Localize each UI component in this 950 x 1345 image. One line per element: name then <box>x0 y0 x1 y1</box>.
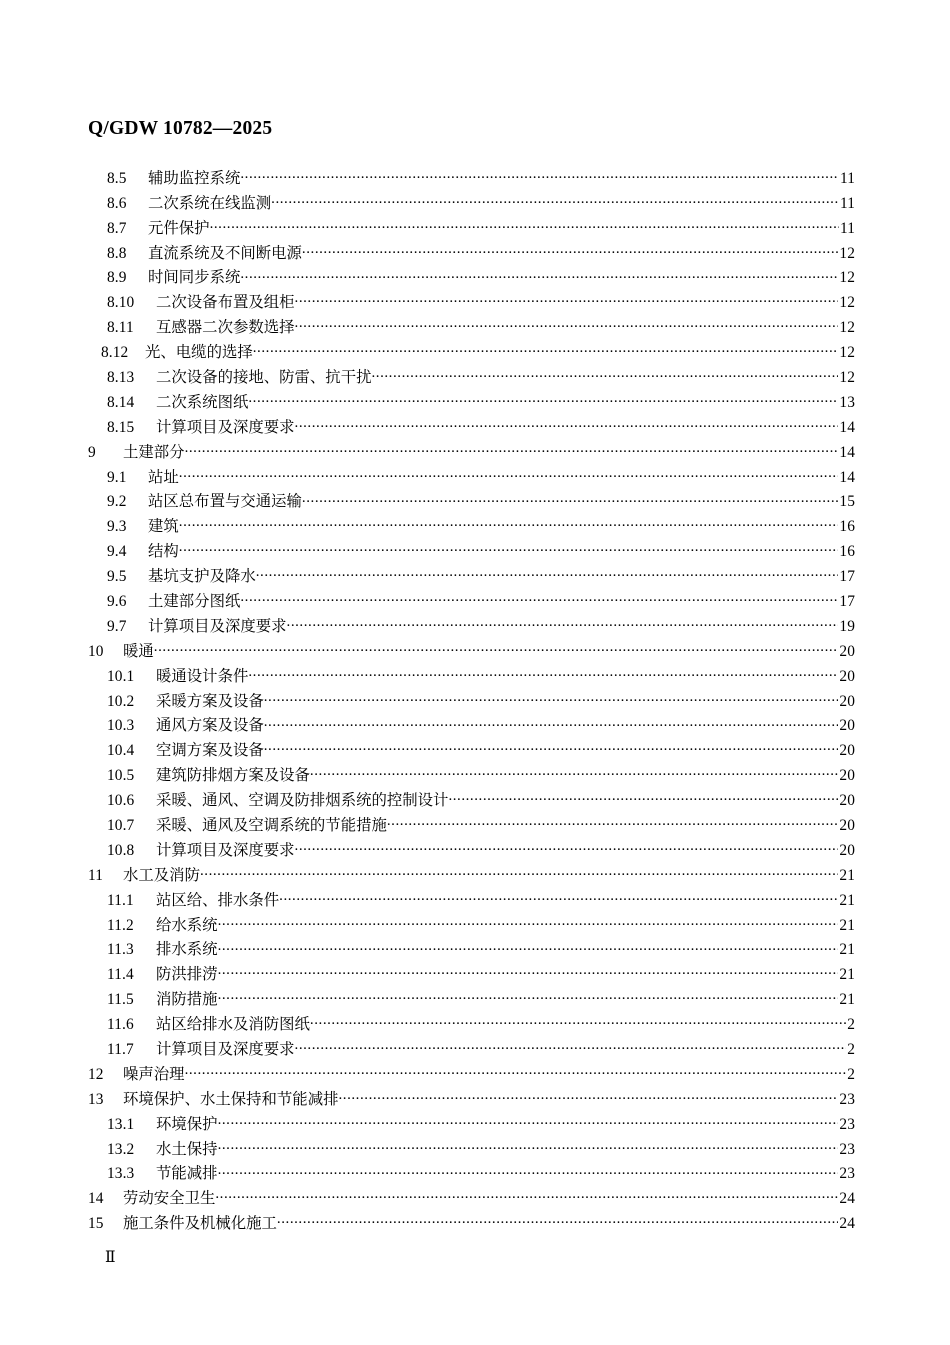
toc-entry[interactable] <box>88 1064 855 1089</box>
toc-entry[interactable] <box>88 815 855 840</box>
toc-entry-page-number: 20 <box>839 767 855 785</box>
toc-entry-page-number: 17 <box>839 568 855 586</box>
toc-entry-number: 11.1 <box>107 891 134 909</box>
toc-entry-number: 13.2 <box>107 1140 135 1158</box>
toc-entry-number: 14 <box>88 1190 104 1208</box>
toc-dot-leader <box>240 267 838 282</box>
toc-entry[interactable] <box>88 889 855 914</box>
toc-entry-number: 10.6 <box>107 792 135 810</box>
toc-entry-number: 11.3 <box>107 941 134 959</box>
toc-entry[interactable] <box>88 1039 855 1064</box>
toc-entry-page-number: 21 <box>839 916 855 934</box>
toc-entry-title: 排水系统 <box>156 941 218 959</box>
toc-dot-leader <box>279 889 838 904</box>
toc-entry-title: 二次系统图纸 <box>156 393 249 411</box>
toc-entry-page-number: 23 <box>839 1140 855 1158</box>
toc-entry-number: 9.3 <box>107 518 127 536</box>
toc-entry-number: 11 <box>88 866 104 884</box>
toc-entry-number: 8.15 <box>107 418 135 436</box>
toc-entry-page-number: 24 <box>839 1215 855 1233</box>
toc-entry-title: 结构 <box>148 543 179 561</box>
toc-entry[interactable] <box>88 267 855 292</box>
toc-entry-page-number: 20 <box>839 667 855 685</box>
toc-entry[interactable] <box>88 989 855 1014</box>
toc-entry-number: 9.7 <box>107 617 127 635</box>
toc-entry-title: 施工条件及机械化施工 <box>123 1215 277 1233</box>
toc-entry[interactable] <box>88 416 855 441</box>
toc-entry-page-number: 11 <box>839 169 855 187</box>
toc-entry-number: 8.14 <box>107 393 135 411</box>
toc-entry[interactable] <box>88 1014 855 1039</box>
toc-entry-title: 互感器二次参数选择 <box>156 319 295 337</box>
toc-entry[interactable] <box>88 242 855 267</box>
toc-dot-leader <box>295 416 839 431</box>
toc-dot-leader <box>295 292 839 307</box>
toc-entry-number: 10.4 <box>107 742 135 760</box>
toc-entry-page-number: 2 <box>847 1065 855 1083</box>
toc-entry-title: 站区给、排水条件 <box>156 891 280 909</box>
toc-dot-leader <box>387 815 839 830</box>
toc-entry-title: 防洪排涝 <box>156 966 218 984</box>
toc-dot-leader <box>240 167 839 182</box>
toc-dot-leader <box>218 964 839 979</box>
toc-dot-leader <box>310 1014 846 1029</box>
toc-entry-page-number: 14 <box>839 468 855 486</box>
toc-dot-leader <box>218 914 839 929</box>
toc-dot-leader <box>154 640 839 655</box>
toc-entry-number: 10.2 <box>107 692 135 710</box>
toc-dot-leader <box>179 466 839 481</box>
toc-entry-number: 9.4 <box>107 543 127 561</box>
toc-entry-page-number: 23 <box>839 1165 855 1183</box>
toc-entry-title: 采暖、通风、空调及防排烟系统的控制设计 <box>156 792 449 810</box>
toc-entry-number: 10.7 <box>107 816 135 834</box>
toc-dot-leader <box>256 566 839 581</box>
toc-dot-leader <box>264 740 839 755</box>
toc-dot-leader <box>218 989 839 1004</box>
toc-entry-title: 建筑 <box>148 518 179 536</box>
toc-entry-title: 时间同步系统 <box>148 269 241 287</box>
toc-entry-page-number: 20 <box>839 792 855 810</box>
toc-dot-leader <box>448 790 838 805</box>
toc-entry-page-number: 21 <box>839 866 855 884</box>
toc-entry-page-number: 20 <box>839 717 855 735</box>
toc-dot-leader <box>248 665 838 680</box>
toc-dot-leader <box>218 1138 839 1153</box>
toc-entry-title: 空调方案及设备 <box>156 742 264 760</box>
toc-dot-leader <box>240 591 838 606</box>
toc-entry-page-number: 20 <box>839 692 855 710</box>
toc-entry[interactable] <box>88 765 855 790</box>
toc-dot-leader <box>277 1213 838 1228</box>
toc-entry-number: 10.3 <box>107 717 135 735</box>
toc-dot-leader <box>310 765 838 780</box>
toc-entry-title: 二次设备布置及组柜 <box>156 294 295 312</box>
toc-entry-page-number: 24 <box>839 1190 855 1208</box>
toc-entry[interactable] <box>88 939 855 964</box>
toc-entry-title: 二次设备的接地、防雷、抗干扰 <box>156 368 372 386</box>
toc-entry[interactable] <box>88 192 855 217</box>
toc-entry-title: 元件保护 <box>148 219 210 237</box>
toc-entry-page-number: 23 <box>839 1115 855 1133</box>
toc-entry-page-number: 12 <box>839 269 855 287</box>
toc-dot-leader <box>302 491 838 506</box>
toc-entry-number: 8.12 <box>101 344 129 362</box>
toc-entry-title: 站址 <box>148 468 179 486</box>
toc-entry-number: 9.5 <box>107 568 127 586</box>
toc-entry-page-number: 12 <box>839 244 855 262</box>
table-of-contents <box>88 167 855 1237</box>
toc-entry-page-number: 11 <box>839 219 855 237</box>
toc-dot-leader <box>371 367 838 382</box>
toc-dot-leader <box>210 217 839 232</box>
toc-entry[interactable] <box>88 839 855 864</box>
toc-entry[interactable] <box>88 317 855 342</box>
toc-entry-title: 环境保护 <box>156 1115 218 1133</box>
toc-dot-leader <box>185 441 839 456</box>
toc-entry[interactable] <box>88 491 855 516</box>
toc-dot-leader <box>179 541 839 556</box>
toc-entry-number: 10.5 <box>107 767 135 785</box>
toc-entry[interactable] <box>88 566 855 591</box>
toc-entry-title: 暖通 <box>123 642 154 660</box>
toc-entry-number: 10 <box>88 642 104 660</box>
toc-entry[interactable] <box>88 466 855 491</box>
toc-entry-title: 噪声治理 <box>123 1065 185 1083</box>
toc-entry-number: 9 <box>88 443 96 461</box>
toc-dot-leader <box>218 1163 839 1178</box>
toc-dot-leader <box>200 864 838 879</box>
toc-entry-title: 劳动安全卫生 <box>123 1190 216 1208</box>
toc-entry[interactable] <box>88 217 855 242</box>
toc-entry-title: 建筑防排烟方案及设备 <box>156 767 310 785</box>
toc-entry-title: 环境保护、水土保持和节能减排 <box>123 1090 339 1108</box>
toc-dot-leader <box>218 939 839 954</box>
toc-entry-title: 计算项目及深度要求 <box>156 841 295 859</box>
toc-entry-number: 8.5 <box>107 169 127 187</box>
toc-entry-page-number: 20 <box>839 841 855 859</box>
toc-entry-title: 采暖方案及设备 <box>156 692 264 710</box>
toc-dot-leader <box>271 192 839 207</box>
toc-entry[interactable] <box>88 1088 855 1113</box>
toc-entry[interactable] <box>88 640 855 665</box>
toc-entry[interactable] <box>88 665 855 690</box>
toc-entry-title: 二次系统在线监测 <box>148 194 272 212</box>
toc-entry[interactable] <box>88 292 855 317</box>
toc-entry-title: 节能减排 <box>156 1165 218 1183</box>
toc-dot-leader <box>218 1113 839 1128</box>
toc-dot-leader <box>338 1088 838 1103</box>
toc-entry[interactable] <box>88 541 855 566</box>
toc-entry-number: 8.13 <box>107 368 135 386</box>
toc-entry[interactable] <box>88 1113 855 1138</box>
toc-entry-page-number: 23 <box>839 1090 855 1108</box>
toc-entry-number: 13.3 <box>107 1165 135 1183</box>
document-standard-code: Q/GDW 10782—2025 <box>88 118 273 139</box>
toc-entry[interactable] <box>88 342 855 367</box>
toc-entry-title: 给水系统 <box>156 916 218 934</box>
toc-entry-page-number: 11 <box>839 194 855 212</box>
toc-entry[interactable] <box>88 690 855 715</box>
toc-entry[interactable] <box>88 790 855 815</box>
toc-entry-title: 计算项目及深度要求 <box>156 418 295 436</box>
toc-dot-leader <box>302 242 838 257</box>
toc-entry-page-number: 13 <box>839 393 855 411</box>
toc-dot-leader <box>295 1039 847 1054</box>
toc-entry-page-number: 21 <box>839 891 855 909</box>
toc-entry-number: 9.2 <box>107 493 127 511</box>
toc-entry[interactable] <box>88 516 855 541</box>
toc-entry-title: 计算项目及深度要求 <box>156 1041 295 1058</box>
toc-entry-page-number: 20 <box>839 816 855 834</box>
toc-entry[interactable] <box>88 914 855 939</box>
toc-entry-number: 13.1 <box>107 1115 135 1133</box>
page-footer <box>0 1248 950 1267</box>
toc-entry-number: 8.11 <box>107 319 134 337</box>
toc-dot-leader <box>287 615 839 630</box>
toc-entry-number: 8.6 <box>107 194 127 212</box>
toc-entry-page-number: 21 <box>839 991 855 1009</box>
toc-entry-page-number: 17 <box>839 592 855 610</box>
toc-entry-number: 11.4 <box>107 966 134 984</box>
toc-entry-title: 土建部分 <box>123 443 185 461</box>
toc-entry-number: 8.7 <box>107 219 127 237</box>
toc-entry-number: 8.9 <box>107 269 127 287</box>
toc-entry-number: 13 <box>88 1090 104 1108</box>
toc-entry-page-number: 12 <box>839 368 855 386</box>
toc-entry-page-number: 15 <box>839 493 855 511</box>
toc-entry[interactable] <box>88 715 855 740</box>
toc-entry-number: 10.1 <box>107 667 135 685</box>
toc-dot-leader <box>248 391 838 406</box>
toc-dot-leader <box>253 342 839 357</box>
toc-entry-number: 9.1 <box>107 468 127 486</box>
toc-entry[interactable] <box>88 964 855 989</box>
toc-entry-page-number: 16 <box>839 518 855 536</box>
toc-dot-leader <box>185 1064 847 1079</box>
toc-entry-page-number: 19 <box>839 617 855 635</box>
toc-entry-title: 采暖、通风及空调系统的节能措施 <box>156 816 387 834</box>
toc-entry[interactable] <box>88 1213 855 1238</box>
toc-entry[interactable] <box>88 1188 855 1213</box>
toc-entry-number: 15 <box>88 1215 104 1233</box>
toc-entry-number: 8.10 <box>107 294 135 312</box>
toc-dot-leader <box>179 516 839 531</box>
toc-entry[interactable] <box>88 167 855 192</box>
toc-entry[interactable] <box>88 615 855 640</box>
toc-entry-number: 11.2 <box>107 916 134 934</box>
toc-entry[interactable] <box>88 1163 855 1188</box>
toc-entry-title: 水工及消防 <box>123 866 200 884</box>
toc-dot-leader <box>215 1188 838 1203</box>
toc-entry[interactable] <box>88 441 855 466</box>
toc-entry-page-number: 12 <box>839 294 855 312</box>
toc-dot-leader <box>264 715 839 730</box>
toc-entry[interactable] <box>88 864 855 889</box>
toc-entry[interactable] <box>88 1138 855 1163</box>
toc-entry-title: 计算项目及深度要求 <box>148 617 287 635</box>
toc-entry[interactable] <box>88 367 855 392</box>
toc-entry-page-number: 21 <box>839 941 855 959</box>
toc-entry-title: 站区给排水及消防图纸 <box>156 1016 310 1034</box>
toc-dot-leader <box>295 317 839 332</box>
toc-entry-page-number: 14 <box>839 443 855 461</box>
toc-dot-leader <box>295 839 839 854</box>
toc-entry-title: 土建部分图纸 <box>148 592 241 610</box>
toc-entry-number: 8.8 <box>107 244 127 262</box>
toc-entry-title: 基坑支护及降水 <box>148 568 256 586</box>
toc-entry-title: 消防措施 <box>156 991 218 1009</box>
toc-entry-title: 光、电缆的选择 <box>145 344 253 362</box>
toc-entry-number: 10.8 <box>107 841 135 859</box>
toc-entry-number: 12 <box>88 1065 104 1083</box>
toc-entry[interactable] <box>88 740 855 765</box>
toc-entry-page-number: 12 <box>839 319 855 337</box>
toc-entry[interactable] <box>88 591 855 616</box>
toc-entry-number: 11.5 <box>107 991 134 1009</box>
toc-entry-page-number: 16 <box>839 543 855 561</box>
toc-entry[interactable] <box>88 391 855 416</box>
toc-entry-page-number: 14 <box>839 418 855 436</box>
toc-entry-number: 9.6 <box>107 592 127 610</box>
toc-entry-page-number: 12 <box>839 344 855 362</box>
toc-entry-title: 水土保持 <box>156 1140 218 1158</box>
toc-dot-leader <box>264 690 839 705</box>
toc-entry-title: 辅助监控系统 <box>148 169 241 187</box>
toc-entry-page-number: 2 <box>847 1041 855 1058</box>
toc-entry-page-number: 21 <box>839 966 855 984</box>
toc-entry-page-number: 20 <box>839 742 855 760</box>
toc-entry-page-number: 2 <box>847 1016 855 1034</box>
page-number: Ⅱ <box>105 1249 117 1266</box>
toc-entry-title: 暖通设计条件 <box>156 667 249 685</box>
toc-entry-number: 11.7 <box>107 1041 134 1058</box>
toc-entry-title: 站区总布置与交通运输 <box>148 493 302 511</box>
toc-entry-title: 通风方案及设备 <box>156 717 264 735</box>
toc-entry-number: 11.6 <box>107 1016 134 1034</box>
toc-entry-title: 直流系统及不间断电源 <box>148 244 302 262</box>
toc-entry-page-number: 20 <box>839 642 855 660</box>
